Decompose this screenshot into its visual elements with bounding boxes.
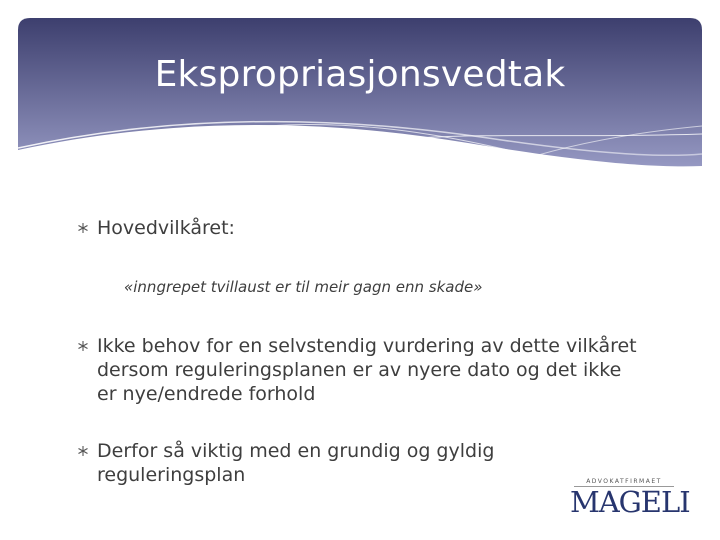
bullet-text: Hovedvilkåret:: [97, 217, 235, 239]
logo-name: MAGELI: [570, 485, 690, 519]
company-logo: [570, 478, 690, 519]
banner-background: [18, 18, 702, 198]
bullet-text: Ikke behov for en selvstendig vurdering av dette vilkåret dersom reguleringsplanen er av nyere dato og det ikke er nye/endrede forhold: [97, 335, 637, 405]
bullet-text: Derfor så viktig med en grundig og gyldig reguleringsplan: [97, 440, 495, 486]
quote-text: «inngrepet tvillaust er til meir gagn enn skade»: [124, 278, 483, 296]
slide-title: Ekspropriasjonsvedtak: [154, 54, 566, 95]
asterisk-bullet-icon: [76, 216, 90, 240]
asterisk-bullet-icon: [76, 334, 90, 358]
logo-subtitle: ADVOKATFIRMAET: [586, 478, 662, 485]
title-banner: [18, 18, 702, 198]
asterisk-bullet-icon: [76, 439, 90, 463]
